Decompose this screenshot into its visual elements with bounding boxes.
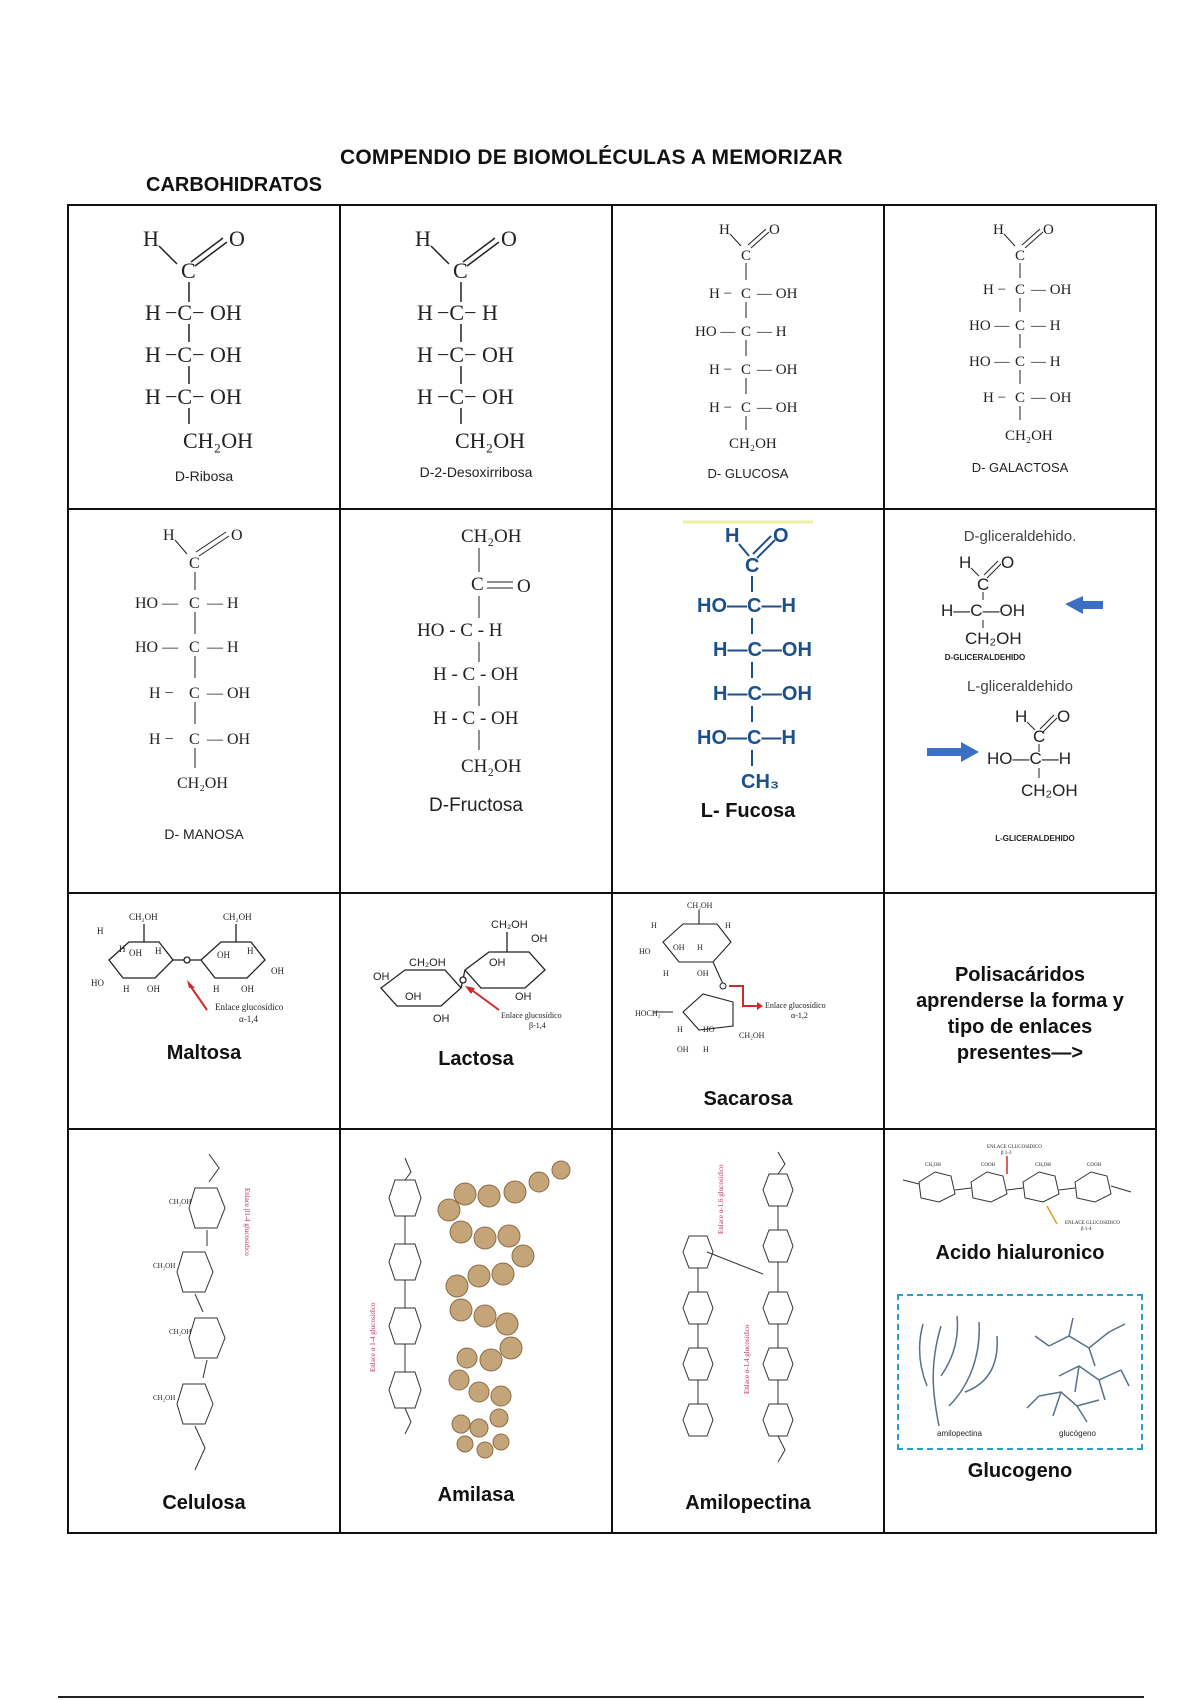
svg-text:CH₂OH: CH₂OH — [223, 912, 252, 922]
hialuronico-structure-image — [895, 1140, 1145, 1240]
svg-text:H: H — [143, 226, 159, 251]
maltosa-structure-image — [89, 906, 319, 1036]
svg-text:CH₂OH: CH₂OH — [169, 1328, 192, 1336]
svg-text:C: C — [741, 400, 752, 416]
svg-text:C: C — [741, 286, 752, 302]
svg-text:H: H — [663, 969, 669, 978]
celulosa-caption: Celulosa — [162, 1492, 246, 1514]
svg-text:CH₂OH: CH₂OH — [687, 902, 713, 910]
glucogeno-diagram — [897, 1294, 1143, 1450]
svg-text:O: O — [229, 226, 245, 251]
svg-text:β 1-4: β 1-4 — [1081, 1227, 1092, 1232]
svg-text:OH: OH — [129, 948, 142, 958]
svg-text:OH: OH — [241, 984, 254, 994]
svg-text:C: C — [1015, 248, 1026, 264]
svg-text:HO —: HO — — [969, 354, 1010, 370]
svg-text:C: C — [453, 258, 468, 283]
svg-text:HO: HO — [703, 1025, 715, 1034]
svg-text:H—C—OH: H—C—OH — [713, 683, 812, 705]
fructosa-structure-image — [351, 510, 601, 790]
note-line-3: tipo de enlaces — [947, 1016, 1093, 1038]
svg-text:CH₂OH: CH₂OH — [1005, 428, 1053, 444]
svg-text:CH₂OH: CH₂OH — [965, 629, 1022, 648]
svg-text:HO - C - H: HO - C - H — [417, 620, 503, 641]
svg-text:HO—C—H: HO—C—H — [697, 595, 796, 617]
svg-text:H - C - OH: H - C - OH — [433, 664, 519, 685]
cell-glucosa — [612, 205, 884, 509]
svg-text:HO: HO — [639, 947, 651, 956]
svg-text:CH₂OH: CH₂OH — [1035, 1163, 1051, 1168]
svg-text:−C− OH: −C− OH — [165, 300, 242, 325]
d-gliceraldehido-label: D-GLICERALDEHIDO — [944, 653, 1026, 662]
svg-text:OH: OH — [531, 933, 548, 945]
svg-text:Enlace α-1,4 glucosídico: Enlace α-1,4 glucosídico — [743, 1324, 751, 1394]
svg-text:CH₂OH: CH₂OH — [409, 957, 446, 969]
svg-text:HO—C—H: HO—C—H — [987, 749, 1072, 768]
sacarosa-bond-type: α-1,2 — [791, 1011, 808, 1020]
cell-fucosa — [612, 509, 884, 893]
cell-amilopectina — [612, 1129, 884, 1533]
svg-text:— H: — H — [757, 324, 787, 340]
svg-text:C: C — [1015, 282, 1026, 298]
svg-text:COOH: COOH — [981, 1163, 996, 1168]
bottom-divider — [58, 1696, 1144, 1698]
svg-text:— H: — H — [207, 639, 239, 656]
svg-text:OH: OH — [489, 957, 506, 969]
svg-text:OH: OH — [677, 1045, 689, 1054]
svg-text:−C− H: −C− H — [437, 300, 498, 325]
note-line-2: aprenderse la forma y — [916, 990, 1124, 1012]
svg-text:H: H — [119, 944, 126, 954]
cell-desoxirribosa — [340, 205, 612, 509]
hialuronico-caption: Acido hialuronico — [935, 1242, 1105, 1264]
page-title: COMPENDIO DE BIOMOLÉCULAS A MEMORIZAR — [340, 146, 843, 169]
svg-text:H - C - OH: H - C - OH — [433, 708, 519, 729]
svg-text:HOCH₂: HOCH₂ — [635, 1009, 661, 1018]
ribosa-structure-image — [79, 206, 329, 456]
svg-text:C: C — [745, 555, 760, 577]
galactosa-structure-image — [895, 206, 1145, 456]
section-heading: CARBOHIDRATOS — [146, 174, 322, 196]
svg-text:−C− OH: −C− OH — [165, 342, 242, 367]
arrow-left-icon — [1065, 596, 1103, 614]
molecule-grid — [67, 204, 1157, 1534]
svg-text:CH₃: CH₃ — [741, 771, 780, 793]
svg-text:H: H — [415, 226, 431, 251]
svg-text:— OH: — OH — [1031, 282, 1072, 298]
svg-text:H—C—OH: H—C—OH — [941, 601, 1026, 620]
cell-polisacaridos-note — [884, 893, 1156, 1129]
cell-hialuronico-glucogeno — [884, 1129, 1156, 1533]
svg-text:H: H — [123, 984, 130, 994]
svg-text:H: H — [97, 926, 104, 936]
svg-text:β 1-3: β 1-3 — [1001, 1151, 1012, 1156]
lactosa-structure-image — [361, 914, 601, 1044]
svg-text:−C− OH: −C− OH — [165, 384, 242, 409]
svg-text:C: C — [741, 248, 752, 264]
svg-text:H −: H − — [983, 282, 1007, 298]
d-gliceraldehido-structure-image — [935, 548, 1105, 648]
svg-text:CH₂OH: CH₂OH — [461, 526, 522, 547]
svg-text:CH₂OH: CH₂OH — [491, 919, 528, 931]
l-gliceraldehido-title: L-gliceraldehido — [967, 678, 1073, 695]
svg-text:O: O — [517, 576, 531, 597]
svg-text:C: C — [1015, 318, 1026, 334]
svg-text:— OH: — OH — [757, 400, 798, 416]
svg-text:— H: — H — [1031, 354, 1061, 370]
arrow-right-icon — [927, 742, 979, 762]
svg-text:CH₂OH: CH₂OH — [129, 912, 158, 922]
svg-text:C: C — [1015, 390, 1026, 406]
svg-text:H: H — [247, 946, 254, 956]
amilasa-caption: Amilasa — [437, 1484, 515, 1506]
l-gliceraldehido-structure-image — [925, 702, 1115, 812]
celulosa-structure-image — [149, 1148, 269, 1488]
svg-text:HO: HO — [91, 978, 104, 988]
svg-text:C: C — [471, 574, 484, 595]
svg-text:C: C — [189, 731, 200, 748]
svg-text:HO—C—H: HO—C—H — [697, 727, 796, 749]
svg-text:— OH: — OH — [757, 362, 798, 378]
svg-text:O: O — [1057, 707, 1071, 726]
svg-text:H: H — [725, 921, 731, 930]
svg-text:— H: — H — [207, 595, 239, 612]
svg-text:H: H — [651, 921, 657, 930]
svg-text:H −: H − — [983, 390, 1007, 406]
svg-text:H −: H − — [709, 286, 733, 302]
cell-celulosa — [68, 1129, 340, 1533]
svg-text:CH₂OH: CH₂OH — [177, 775, 228, 792]
svg-text:H—C—OH: H—C—OH — [713, 639, 812, 661]
cell-lactosa — [340, 893, 612, 1129]
svg-text:O: O — [773, 525, 789, 547]
svg-text:OH: OH — [697, 969, 709, 978]
svg-text:CH₂OH: CH₂OH — [1021, 781, 1078, 800]
svg-text:H: H — [719, 222, 730, 238]
svg-text:H: H — [163, 527, 175, 544]
l-gliceraldehido-label: L-GLICERALDEHIDO — [995, 834, 1075, 843]
svg-text:C: C — [189, 595, 200, 612]
svg-text:Enlace α-1,6 glucosídico: Enlace α-1,6 glucosídico — [717, 1164, 725, 1234]
svg-text:CH₂OH: CH₂OH — [461, 756, 522, 777]
svg-text:COOH: COOH — [1087, 1163, 1102, 1168]
svg-text:H −: H − — [149, 731, 174, 748]
svg-text:— OH: — OH — [207, 685, 251, 702]
lactosa-bond-type: β-1,4 — [529, 1021, 546, 1030]
svg-text:CH₂OH: CH₂OH — [153, 1262, 176, 1270]
svg-text:OH: OH — [147, 984, 160, 994]
cell-amilasa — [340, 1129, 612, 1533]
svg-text:C: C — [189, 555, 200, 572]
fucosa-caption: L- Fucosa — [700, 800, 796, 822]
svg-text:OH: OH — [405, 991, 422, 1003]
note-line-1: Polisacáridos — [954, 964, 1086, 986]
svg-text:OH: OH — [271, 966, 284, 976]
svg-text:CH₂OH: CH₂OH — [729, 436, 777, 452]
sacarosa-structure-image — [633, 902, 873, 1082]
cell-maltosa — [68, 893, 340, 1129]
svg-text:Enlace β1-4 glucosídico: Enlace β1-4 glucosídico — [243, 1188, 251, 1256]
glucosa-caption: D- GLUCOSA — [707, 466, 789, 481]
svg-text:O: O — [231, 527, 243, 544]
svg-text:HO —: HO — — [969, 318, 1010, 334]
cell-sacarosa — [612, 893, 884, 1129]
svg-text:H: H — [417, 384, 433, 409]
svg-text:C: C — [181, 258, 196, 283]
galactosa-caption: D- GALACTOSA — [971, 460, 1069, 475]
svg-text:H: H — [697, 943, 703, 952]
svg-text:H: H — [145, 300, 161, 325]
svg-text:−C− OH: −C− OH — [437, 342, 514, 367]
svg-text:O: O — [1043, 222, 1054, 238]
svg-text:ENLACE GLUCOSIDICO: ENLACE GLUCOSIDICO — [1065, 1221, 1120, 1226]
svg-text:OH: OH — [515, 991, 532, 1003]
svg-text:H: H — [145, 342, 161, 367]
amilopectina-mini-label: amilopectina — [937, 1429, 982, 1438]
fructosa-caption: D-Fructosa — [429, 795, 523, 816]
svg-text:CH₂OH: CH₂OH — [169, 1198, 192, 1206]
svg-text:OH: OH — [217, 950, 230, 960]
svg-text:O: O — [501, 226, 517, 251]
glucogeno-branching-image — [899, 1296, 1141, 1448]
manosa-structure-image — [79, 510, 329, 810]
amilasa-structure-image — [361, 1152, 601, 1482]
desoxirribosa-caption: D-2-Desoxirribosa — [419, 464, 533, 480]
svg-text:— OH: — OH — [207, 731, 251, 748]
amilopectina-caption: Amilopectina — [685, 1492, 811, 1514]
svg-text:C: C — [741, 362, 752, 378]
svg-text:CH₂OH: CH₂OH — [455, 428, 526, 453]
svg-text:C: C — [977, 575, 990, 594]
cell-galactosa — [884, 205, 1156, 509]
svg-text:−C− OH: −C− OH — [437, 384, 514, 409]
svg-text:— OH: — OH — [1031, 390, 1072, 406]
svg-text:H: H — [725, 525, 740, 547]
svg-text:H: H — [417, 300, 433, 325]
manosa-caption: D- MANOSA — [164, 826, 244, 842]
sacarosa-bond-label: Enlace glucosídico — [765, 1001, 826, 1010]
amilopectina-structure-image — [663, 1144, 833, 1484]
svg-text:H: H — [993, 222, 1004, 238]
polisacaridos-note — [897, 962, 1143, 1066]
svg-text:C: C — [741, 324, 752, 340]
svg-text:CH₂OH: CH₂OH — [925, 1163, 941, 1168]
maltosa-bond-type: α-1,4 — [239, 1014, 258, 1024]
svg-text:H: H — [703, 1045, 709, 1054]
svg-text:H −: H − — [709, 400, 733, 416]
cell-fructosa — [340, 509, 612, 893]
svg-text:C: C — [189, 639, 200, 656]
svg-text:CH₂OH: CH₂OH — [183, 428, 254, 453]
lactosa-caption: Lactosa — [438, 1048, 514, 1070]
svg-text:H: H — [155, 946, 162, 956]
glucogeno-mini-label: glucógeno — [1059, 1429, 1096, 1438]
svg-text:CH₂OH: CH₂OH — [739, 1031, 765, 1040]
maltosa-bond-label: Enlace glucosídico — [215, 1002, 284, 1012]
svg-text:C: C — [189, 685, 200, 702]
cell-gliceraldehido — [884, 509, 1156, 893]
svg-text:H: H — [417, 342, 433, 367]
svg-text:Enlace α 1-4 glucosídico: Enlace α 1-4 glucosídico — [369, 1302, 377, 1372]
svg-text:H: H — [145, 384, 161, 409]
ribosa-caption: D-Ribosa — [174, 468, 234, 484]
svg-text:OH: OH — [433, 1013, 450, 1025]
lactosa-bond-label: Enlace glucosídico — [501, 1011, 562, 1020]
glucosa-structure-image — [623, 206, 873, 461]
svg-text:H −: H − — [149, 685, 174, 702]
svg-text:H: H — [677, 1025, 683, 1034]
svg-text:C: C — [1015, 354, 1026, 370]
svg-text:H: H — [213, 984, 220, 994]
svg-text:H: H — [959, 553, 972, 572]
svg-text:OH: OH — [673, 943, 685, 952]
glucogeno-caption: Glucogeno — [967, 1460, 1073, 1482]
svg-text:H −: H − — [709, 362, 733, 378]
svg-text:HO —: HO — — [135, 595, 179, 612]
sacarosa-caption: Sacarosa — [703, 1088, 793, 1110]
cell-manosa — [68, 509, 340, 893]
svg-text:H: H — [1015, 707, 1028, 726]
svg-text:HO —: HO — — [135, 639, 179, 656]
maltosa-caption: Maltosa — [166, 1042, 242, 1064]
svg-text:OH: OH — [373, 971, 390, 983]
note-line-4: presentes—> — [956, 1042, 1084, 1064]
d-gliceraldehido-title: D-gliceraldehido. — [963, 528, 1077, 545]
svg-text:— H: — H — [1031, 318, 1061, 334]
cell-ribosa — [68, 205, 340, 509]
svg-text:HO —: HO — — [695, 324, 736, 340]
svg-text:O: O — [769, 222, 780, 238]
svg-text:— OH: — OH — [757, 286, 798, 302]
svg-text:O: O — [1001, 553, 1015, 572]
svg-text:ENLACE GLUCOSIDICO: ENLACE GLUCOSIDICO — [987, 1145, 1042, 1150]
desoxirribosa-structure-image — [351, 206, 601, 456]
svg-text:CH₂OH: CH₂OH — [153, 1394, 176, 1402]
svg-text:C: C — [1033, 727, 1046, 746]
